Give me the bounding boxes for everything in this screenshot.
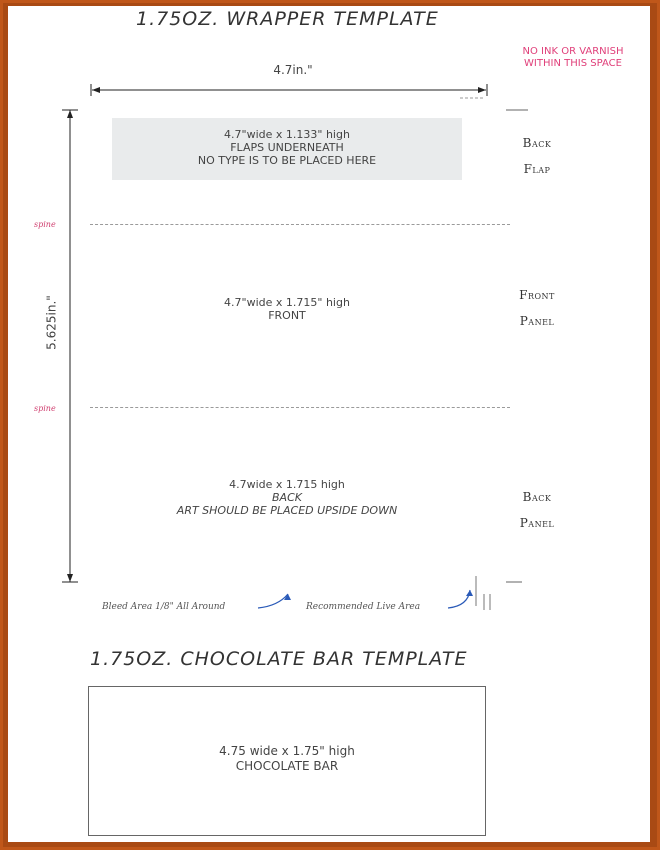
spine-label-1: spine	[34, 220, 56, 229]
chocolate-bar-line-2: CHOCOLATE BAR	[235, 759, 339, 773]
back-panel-line-2: BACK	[272, 491, 302, 504]
back-panel-side-line-1: Back	[522, 490, 552, 504]
front-panel-caption	[112, 296, 462, 322]
bleed-area-note: Bleed Area 1/8" All Around	[102, 602, 226, 612]
back-flap-line-2: FLAPS UNDERNEATH	[230, 141, 344, 154]
back-panel-side-line-2: Panel	[519, 516, 555, 530]
front-panel-side-line-1: Front	[519, 288, 555, 302]
back-panel-line-1: 4.7wide x 1.715 high	[229, 478, 345, 491]
back-panel-side-label	[502, 484, 572, 536]
width-label: 4.7in."	[273, 63, 313, 77]
back-panel-line-3: ART SHOULD BE PLACED UPSIDE DOWN	[176, 504, 398, 517]
spine-fold-line-2	[90, 407, 510, 408]
chocolate-bar-line-1: 4.75 wide x 1.75" high	[219, 744, 355, 758]
front-panel-side-line-2: Panel	[519, 314, 555, 328]
live-area-note: Recommended Live Area	[306, 602, 421, 612]
front-panel-line-2: FRONT	[268, 309, 306, 322]
back-flap-side-line-2: Flap	[523, 162, 551, 176]
no-ink-note-line-2: WITHIN THIS SPACE	[524, 58, 622, 69]
chocolate-bar-caption	[88, 744, 486, 774]
back-flap-caption	[112, 128, 462, 167]
height-label: 5.625in."	[44, 295, 59, 350]
back-flap-line-3: NO TYPE IS TO BE PLACED HERE	[197, 154, 377, 167]
back-flap-line-1: 4.7"wide x 1.133" high	[224, 128, 350, 141]
wrapper-title: 1.75OZ. WRAPPER TEMPLATE	[136, 8, 439, 30]
front-panel-side-label	[502, 282, 572, 334]
back-panel-caption	[112, 478, 462, 517]
spine-label-2: spine	[34, 404, 56, 413]
chocolate-bar-title: 1.75OZ. CHOCOLATE BAR TEMPLATE	[90, 648, 468, 670]
back-flap-side-line-1: Back	[522, 136, 552, 150]
template-sheet	[8, 6, 650, 842]
back-flap-side-label	[502, 130, 572, 182]
spine-fold-line-1	[90, 224, 510, 225]
front-panel-line-1: 4.7"wide x 1.715" high	[224, 296, 350, 309]
no-ink-note-line-1: NO INK OR VARNISH	[522, 46, 624, 57]
